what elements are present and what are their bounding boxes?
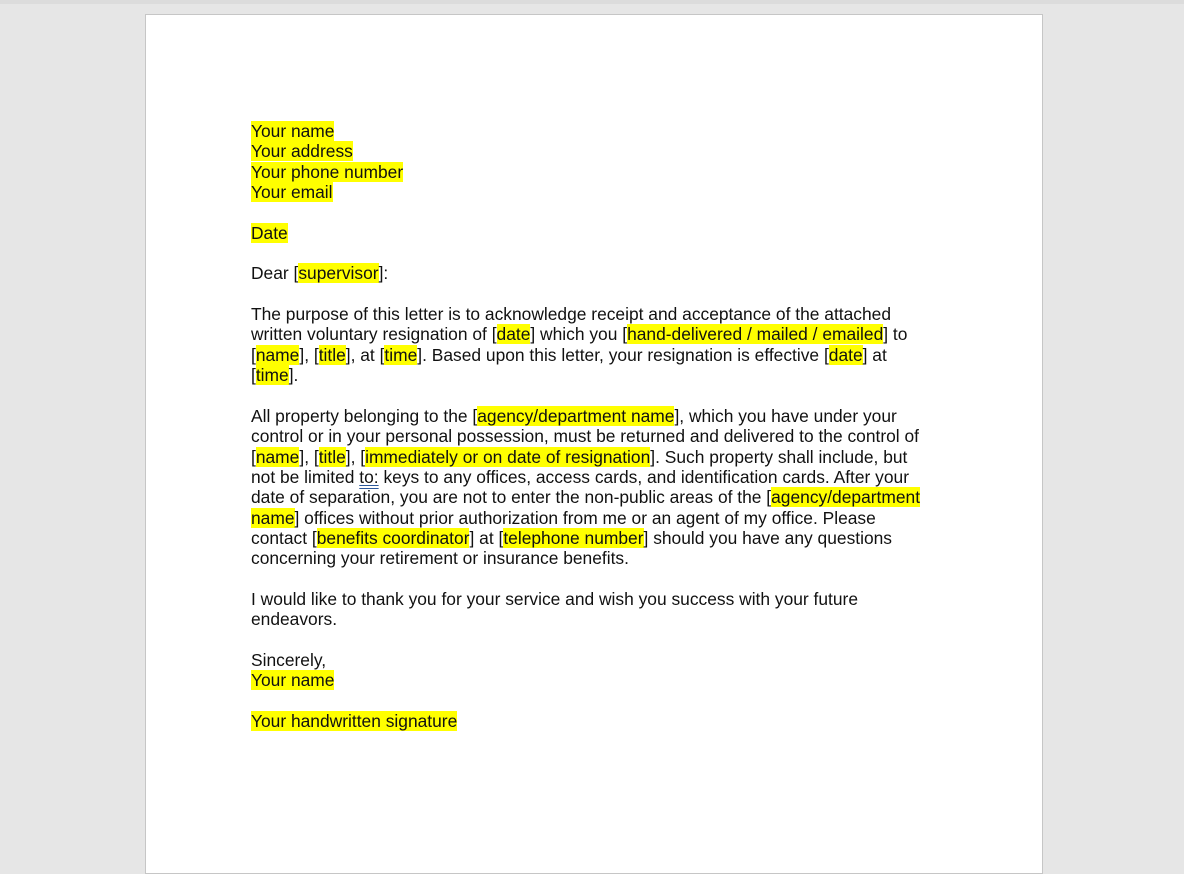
placeholder-field: hand-delivered / mailed / emailed bbox=[627, 324, 884, 345]
text-line bbox=[251, 467, 920, 487]
spellcheck-flagged-text: to: bbox=[359, 466, 379, 487]
text-run: [ bbox=[251, 446, 256, 467]
text-run: ], [ bbox=[345, 446, 366, 467]
text-run: ], which you have under your bbox=[674, 405, 897, 426]
blank-line bbox=[251, 243, 920, 263]
text-run: written voluntary resignation of [ bbox=[251, 324, 497, 345]
text-run: endeavors. bbox=[251, 609, 338, 630]
placeholder-field: supervisor bbox=[298, 263, 379, 284]
text-run: [ bbox=[251, 344, 256, 365]
text-run: not be limited bbox=[251, 466, 360, 487]
blank-line bbox=[251, 284, 920, 304]
text-run: contact [ bbox=[251, 527, 317, 548]
placeholder-field: immediately or on date of resignation bbox=[365, 446, 651, 467]
placeholder-field: Your address bbox=[251, 141, 353, 162]
placeholder-field: Your handwritten signature bbox=[251, 710, 458, 731]
placeholder-field: time bbox=[384, 344, 418, 365]
text-run: ]: bbox=[378, 263, 389, 284]
placeholder-field: agency/department bbox=[771, 487, 921, 508]
text-run: The purpose of this letter is to acknowledge receipt and acceptance of the attached bbox=[251, 304, 891, 325]
blank-line bbox=[251, 569, 920, 589]
document-page[interactable] bbox=[145, 14, 1043, 874]
blank-line bbox=[251, 202, 920, 222]
text-run: Sincerely, bbox=[251, 649, 327, 670]
placeholder-field: Your name bbox=[251, 670, 335, 691]
placeholder-field: benefits coordinator bbox=[316, 527, 470, 548]
text-line bbox=[251, 121, 920, 141]
placeholder-field: name bbox=[255, 344, 300, 365]
placeholder-field: date bbox=[496, 324, 531, 345]
text-run: concerning your retirement or insurance benefits. bbox=[251, 548, 629, 569]
text-line bbox=[251, 548, 920, 568]
text-run: ]. Based upon this letter, your resignation is effective [ bbox=[417, 344, 829, 365]
text-line bbox=[251, 223, 920, 243]
text-line bbox=[251, 447, 920, 467]
blank-line bbox=[251, 385, 920, 405]
text-run: [ bbox=[251, 365, 256, 386]
text-line bbox=[251, 508, 920, 528]
blank-line bbox=[251, 630, 920, 650]
blank-line bbox=[251, 691, 920, 711]
text-run: ]. bbox=[288, 365, 299, 386]
text-run: ], [ bbox=[299, 344, 319, 365]
text-run: Dear [ bbox=[251, 263, 299, 284]
placeholder-field: Date bbox=[251, 222, 288, 243]
text-run: ] at bbox=[862, 344, 887, 365]
placeholder-field: name bbox=[255, 446, 300, 467]
text-line bbox=[251, 345, 920, 365]
text-run: control or in your personal possession, must be returned and delivered to the control of bbox=[251, 426, 919, 447]
text-run: keys to any offices, access cards, and identification cards. After your bbox=[378, 466, 909, 487]
placeholder-field: telephone number bbox=[503, 527, 644, 548]
text-line bbox=[251, 365, 920, 385]
text-run: ]. Such property shall include, but bbox=[650, 446, 908, 467]
text-line bbox=[251, 711, 920, 731]
text-run: ] to bbox=[883, 324, 908, 345]
text-line bbox=[251, 406, 920, 426]
placeholder-field: title bbox=[318, 344, 346, 365]
text-run: I would like to thank you for your service and wish you success with your future bbox=[251, 588, 859, 609]
text-line bbox=[251, 426, 920, 446]
placeholder-field: name bbox=[251, 507, 295, 528]
placeholder-field: Your name bbox=[251, 121, 335, 141]
placeholder-field: agency/department name bbox=[477, 405, 675, 426]
window-top-edge bbox=[0, 0, 1184, 4]
text-line bbox=[251, 670, 920, 690]
letter-body[interactable] bbox=[251, 121, 920, 731]
text-line bbox=[251, 609, 920, 629]
text-line bbox=[251, 487, 920, 507]
placeholder-field: Your phone number bbox=[251, 161, 404, 182]
placeholder-field: title bbox=[318, 446, 346, 467]
text-run: ] which you [ bbox=[530, 324, 628, 345]
text-line bbox=[251, 141, 920, 161]
text-line bbox=[251, 304, 920, 324]
text-run: ], at [ bbox=[345, 344, 385, 365]
text-line bbox=[251, 162, 920, 182]
text-line bbox=[251, 528, 920, 548]
text-line bbox=[251, 650, 920, 670]
text-line bbox=[251, 589, 920, 609]
text-line bbox=[251, 263, 920, 283]
placeholder-field: Your email bbox=[251, 182, 333, 203]
text-run: ] at [ bbox=[469, 527, 504, 548]
text-run: ] offices without prior authorization from me or an agent of my office. Please bbox=[294, 507, 876, 528]
placeholder-field: date bbox=[828, 344, 863, 365]
text-run: All property belonging to the [ bbox=[251, 405, 478, 426]
text-run: date of separation, you are not to enter the non-public areas of the [ bbox=[251, 487, 772, 508]
text-run: ] should you have any questions bbox=[643, 527, 893, 548]
placeholder-field: time bbox=[255, 365, 289, 386]
text-line bbox=[251, 324, 920, 344]
text-line bbox=[251, 182, 920, 202]
text-run: ], [ bbox=[299, 446, 319, 467]
